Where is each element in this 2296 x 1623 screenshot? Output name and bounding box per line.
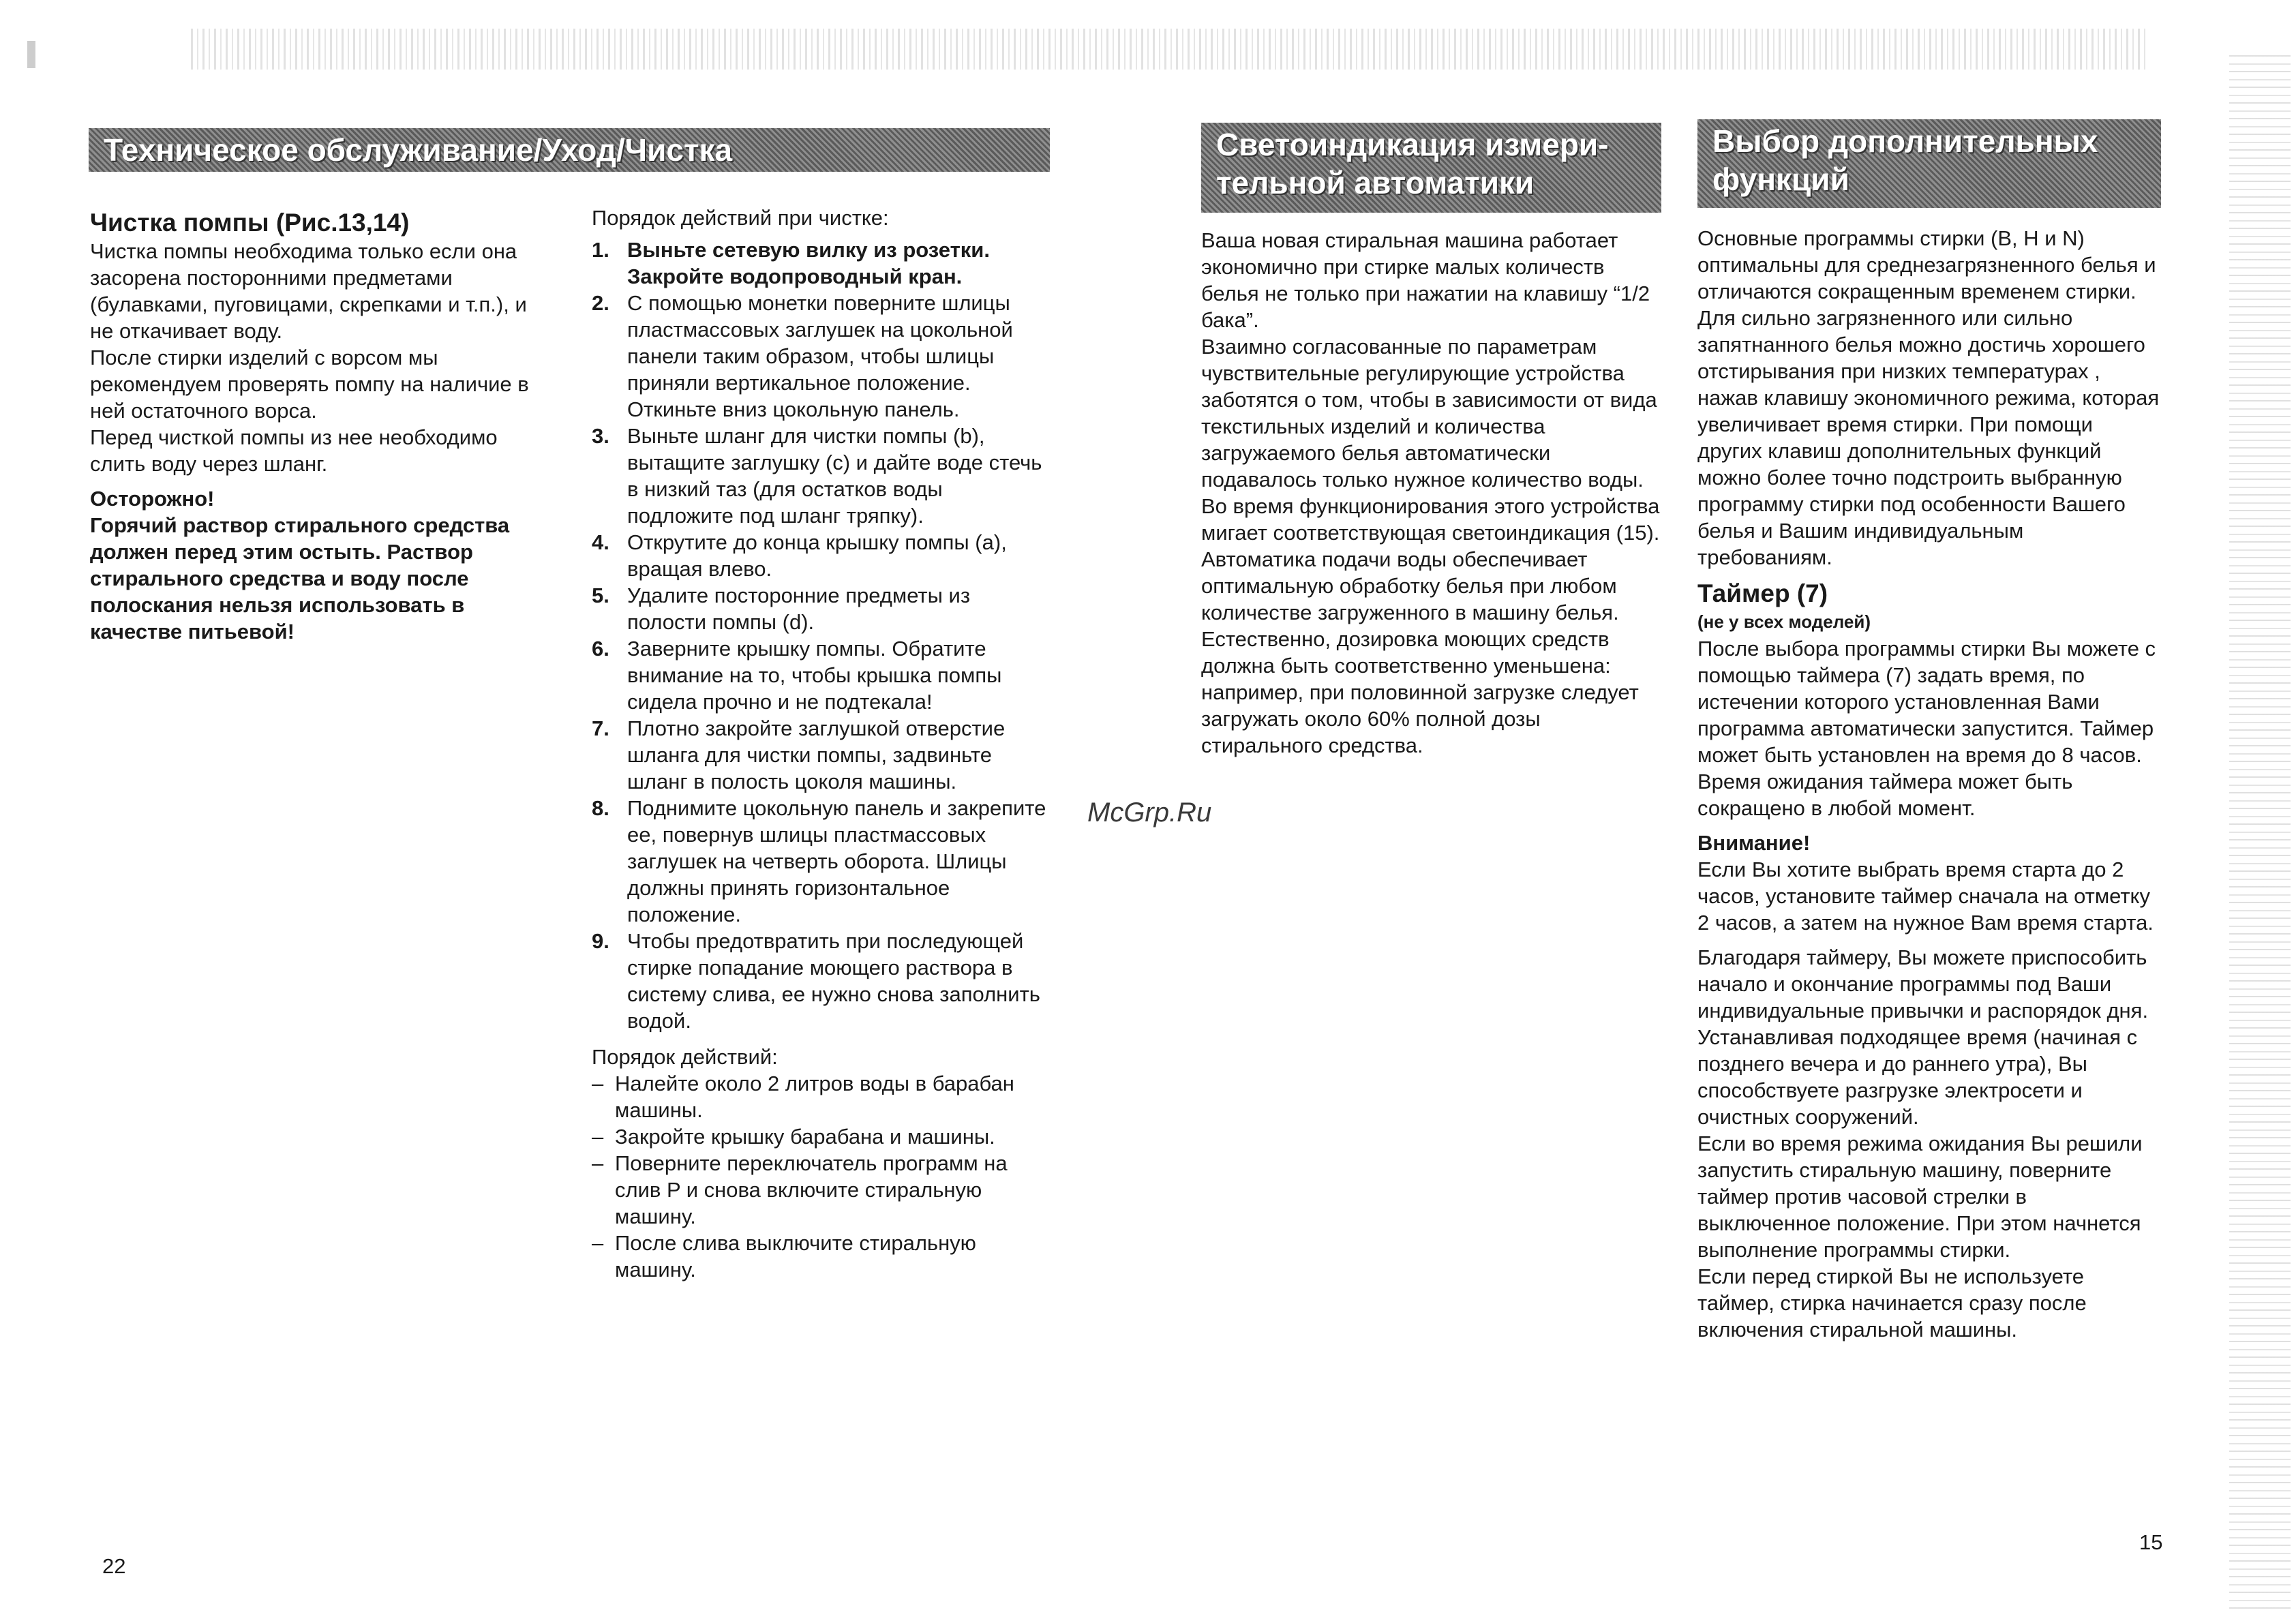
attention-title: Внимание!	[1697, 831, 1811, 855]
indicator-paragraph-2: Взаимно согласованные по параметрам чувствительные регулирующие устройства заботятся о том, чтобы в зависимости от вида текстильных изделий и количества загружаемого белья автоматически подавалось только нужное количество воды.	[1201, 335, 1657, 491]
page-number-left: 22	[102, 1554, 126, 1578]
section-title-pump: Чистка помпы (Рис.13,14)	[90, 209, 410, 237]
scan-noise-right	[2229, 55, 2291, 1609]
extra-paragraph-3: Устанавливая подходящее время (начиная с позднего вечера и до раннего утра), Вы способствуете разгрузке электросети и очистных сооружений.	[1697, 1025, 2138, 1129]
warning-title: Осторожно!	[90, 487, 215, 511]
banner-indicator: Светоиндикация измери-тельной автоматики	[1201, 123, 1661, 213]
procedure-step: 3. Выньте шланг для чистки помпы (b), вытащите заглушку (c) и дайте воде стечь в низкий таз (для остатков воды подложите под шланг тряпку).	[592, 424, 1042, 528]
scan-noise-top	[191, 29, 2147, 70]
indicator-paragraph-4: Автоматика подачи воды обеспечивает оптимальную обработку белья при любом количестве загруженного в машину белья. Естественно, дозировка моющих средств должна быть соответственно уменьшена: например, при половинной загрузке следует загружать около 60% полной дозы стирального средства.	[1201, 547, 1639, 757]
scan-mark	[27, 41, 35, 68]
column-extra-functions	[1697, 225, 2161, 1343]
procedure-step: 1. Выньте сетевую вилку из розетки. Закройте водопроводный кран.	[592, 238, 990, 288]
procedure-steps	[592, 237, 1050, 1034]
dash-item: – Закройте крышку барабана и машины.	[592, 1125, 995, 1149]
column-pump-cleaning	[90, 208, 554, 645]
timer-paragraph: После выбора программы стирки Вы можете с помощью таймера (7) задать время, по истечении которого установленная Вами программа автоматически запустится. Таймер может быть установлен на время до 8 часов. Время ожидания таймера может быть сокращено в любой момент.	[1697, 637, 2156, 820]
procedure-step: 7. Плотно закройте заглушкой отверстие шланга для чистки помпы, задвиньте шланг в полость цоколя машины.	[592, 716, 1006, 793]
timer-title: Таймер (7)	[1697, 579, 1828, 607]
warning-text: Горячий раствор стирального средства должен перед этим остыть. Раствор стирального средства и воду после полоскания нельзя использовать в качестве питьевой!	[90, 513, 510, 643]
dash-item: – После слива выключите стиральную машину.	[592, 1231, 976, 1281]
extra-paragraph-1: Основные программы стирки (B, H и N) оптимальны для среднезагрязненного белья и отличаются сокращенным временем стирки. Для сильно загрязненного или сильно запятнанного белья можно достичь хорошего отстирывания при низких температурах , нажав клавишу экономичного режима, которая увеличивает время стирки. При помощи других клавиш дополнительных функций можно более точно подстроить выбранную программу стирки под особенности Вашего белья и Вашим индивидуальным требованиям.	[1697, 226, 2160, 569]
dash-item: – Поверните переключатель программ на слив P и снова включите стиральную машину.	[592, 1151, 1008, 1228]
procedure-sub-intro: Порядок действий:	[592, 1045, 778, 1069]
procedure-step: 5. Удалите посторонние предметы из полости помпы (d).	[592, 583, 971, 634]
banner-extra-functions: Выбор дополнительных функций	[1697, 119, 2161, 208]
procedure-step: 8. Поднимите цокольную панель и закрепите ее, повернув шлицы пластмассовых заглушек на четверть оборота. Шлицы должны принять горизонтальное положение.	[592, 796, 1046, 926]
banner-maintenance: Техническое обслуживание/Уход/Чистка	[89, 128, 1050, 172]
indicator-paragraph-1: Ваша новая стиральная машина работает экономично при стирке малых количеств белья не только при нажатии на клавишу “1/2 бака”.	[1201, 228, 1650, 332]
dash-item: – Налейте около 2 литров воды в барабан машины.	[592, 1072, 1014, 1122]
procedure-dash-list	[592, 1070, 1050, 1283]
procedure-step: 4. Открутите до конца крышку помпы (a), вращая влево.	[592, 530, 1007, 581]
procedure-step: 6. Заверните крышку помпы. Обратите внимание на то, чтобы крышка помпы сидела прочно и не подтекала!	[592, 637, 1002, 714]
pump-paragraph-2: После стирки изделий с ворсом мы рекомендуем проверять помпу на наличие в ней остаточного ворса.	[90, 346, 529, 423]
page-number-right: 15	[2139, 1530, 2163, 1554]
watermark: McGrp.Ru	[1087, 798, 1212, 828]
column-indicator	[1201, 227, 1663, 759]
pump-paragraph-1: Чистка помпы необходима только если она засорена посторонними предметами (булавками, пуговицами, скрепками и т.п.), и не откачивает воду.	[90, 239, 527, 343]
attention-paragraph: Если Вы хотите выбрать время старта до 2 часов, установите таймер сначала на отметку 2 часов, а затем на нужное Вам время старта.	[1697, 858, 2154, 935]
extra-paragraph-5: Если перед стиркой Вы не используете таймер, стирка начинается сразу после включения стиральной машины.	[1697, 1264, 2087, 1341]
timer-subtitle: (не у всех моделей)	[1697, 611, 1871, 632]
extra-paragraph-2: Благодаря таймеру, Вы можете приспособить начало и окончание программы под Ваши индивидуальные привычки и распорядок дня.	[1697, 945, 2149, 1022]
procedure-step: 2. С помощью монетки поверните шлицы пластмассовых заглушек на цокольной панели таким образом, чтобы шлицы приняли вертикальное положение. Откиньте вниз цокольную панель.	[592, 291, 1013, 421]
indicator-paragraph-3: Во время функционирования этого устройства мигает соответствующая светоиндикация (15).	[1201, 494, 1660, 545]
procedure-intro: Порядок действий при чистке:	[592, 206, 889, 230]
extra-paragraph-4: Если во время режима ожидания Вы решили запустить стиральную машину, поверните таймер против часовой стрелки в выключенное положение. При этом начнется выполнение программы стирки.	[1697, 1132, 2143, 1262]
column-procedure	[592, 204, 1050, 1283]
pump-paragraph-3: Перед чисткой помпы из нее необходимо слить воду через шланг.	[90, 425, 498, 476]
procedure-step: 9. Чтобы предотвратить при последующей стирке попадание моющего раствора в систему слива, ее нужно снова заполнить водой.	[592, 929, 1040, 1033]
